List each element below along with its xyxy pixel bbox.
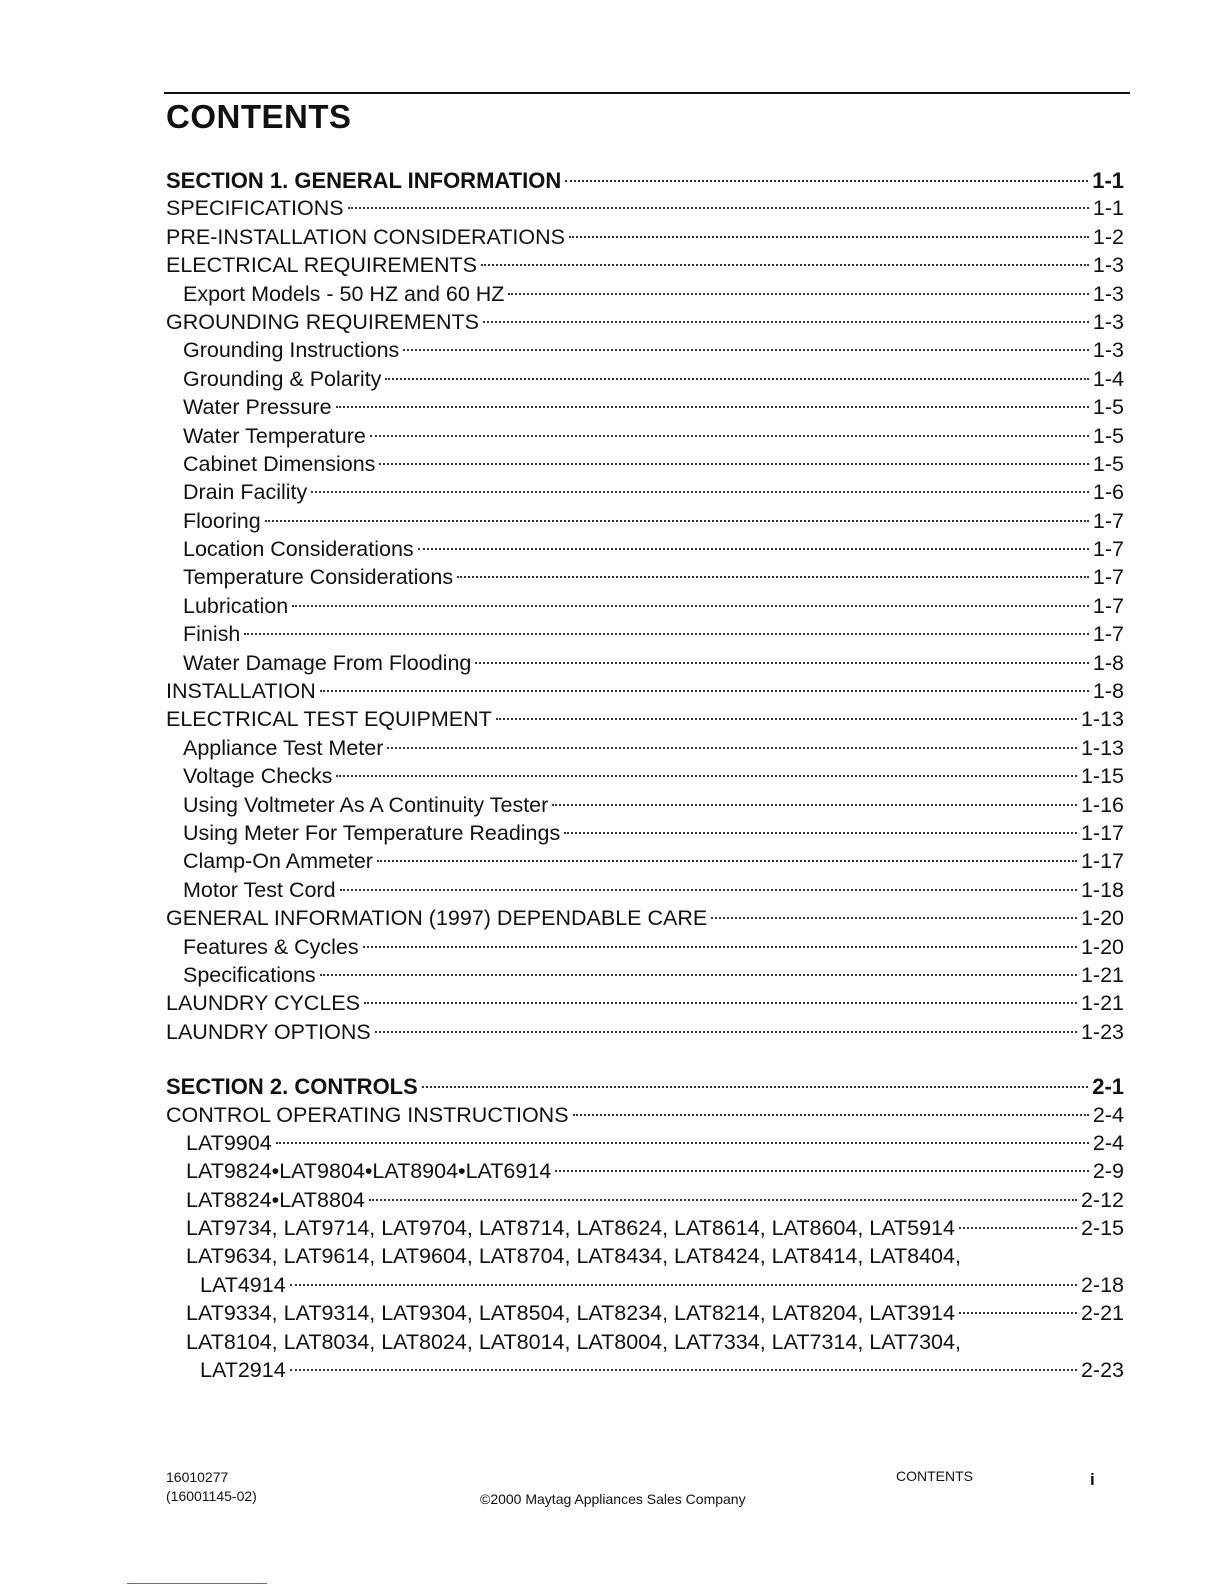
toc-entry-label: Water Damage From Flooding bbox=[183, 650, 472, 675]
toc-entry-label: LAT8104, LAT8034, LAT8024, LAT8014, LAT8004, LAT7334, LAT7314, LAT7304, bbox=[186, 1329, 961, 1354]
toc-entry-page: 1-20 bbox=[1080, 906, 1124, 931]
dot-leader bbox=[364, 1000, 1077, 1004]
dot-leader bbox=[336, 773, 1077, 777]
toc-entry[interactable] bbox=[166, 707, 1124, 735]
toc-entry-label: CONTROL OPERATING INSTRUCTIONS bbox=[166, 1102, 569, 1127]
toc-entry-label: INSTALLATION bbox=[166, 679, 316, 704]
toc-entry[interactable] bbox=[166, 537, 1124, 565]
toc-entry-page: 1-21 bbox=[1080, 991, 1124, 1016]
toc-entry[interactable] bbox=[166, 424, 1124, 452]
toc-entry-page: 1-13 bbox=[1080, 707, 1124, 732]
dot-leader bbox=[475, 660, 1089, 664]
toc-entry-page: 2-9 bbox=[1092, 1159, 1124, 1184]
dot-leader bbox=[387, 745, 1077, 749]
toc-entry-label: LAT9634, LAT9614, LAT9604, LAT8704, LAT8434, LAT8424, LAT8414, LAT8404, bbox=[186, 1244, 961, 1269]
toc-entry[interactable] bbox=[166, 310, 1124, 338]
toc-entry[interactable] bbox=[166, 935, 1124, 963]
toc-entry-label: LAT2914 bbox=[200, 1358, 286, 1383]
dot-leader bbox=[422, 1084, 1088, 1088]
toc-entry[interactable] bbox=[166, 452, 1124, 480]
toc-entry-page: 1-20 bbox=[1080, 934, 1124, 959]
dot-leader bbox=[348, 205, 1089, 209]
dot-leader bbox=[385, 376, 1089, 380]
toc-entry-label: Temperature Considerations bbox=[183, 565, 454, 590]
toc-entry[interactable] bbox=[166, 906, 1124, 934]
toc-entry-label: LAT4914 bbox=[200, 1272, 286, 1297]
toc-entry[interactable] bbox=[166, 963, 1124, 991]
toc-entry-label: Using Voltmeter As A Continuity Tester bbox=[183, 792, 549, 817]
toc-entry-label: LAT9734, LAT9714, LAT9704, LAT8714, LAT8624, LAT8614, LAT8604, LAT5914 bbox=[186, 1216, 955, 1241]
dot-leader bbox=[336, 404, 1089, 408]
toc-entry-page: 1-2 bbox=[1092, 224, 1124, 249]
toc-section bbox=[166, 1074, 1124, 1386]
toc-entry-label: Lubrication bbox=[183, 593, 289, 618]
toc-entry[interactable] bbox=[166, 225, 1124, 253]
toc-entry-label: GROUNDING REQUIREMENTS bbox=[166, 309, 479, 334]
toc-entry[interactable] bbox=[166, 679, 1124, 707]
toc-entry[interactable] bbox=[166, 878, 1124, 906]
toc-entry-page: 2-23 bbox=[1080, 1358, 1124, 1383]
dot-leader bbox=[290, 1367, 1077, 1371]
footer-copyright: ©2000 Maytag Appliances Sales Company bbox=[480, 1491, 746, 1507]
toc-entry-label: LAT9904 bbox=[186, 1130, 272, 1155]
toc-entry[interactable] bbox=[166, 1188, 1124, 1216]
toc-entry[interactable] bbox=[166, 821, 1124, 849]
dot-leader bbox=[711, 915, 1077, 919]
toc-entry[interactable] bbox=[166, 565, 1124, 593]
toc-entry[interactable] bbox=[166, 367, 1124, 395]
toc-entry[interactable] bbox=[166, 991, 1124, 1019]
toc-entry-page: 1-5 bbox=[1092, 423, 1124, 448]
toc-entry-label: Grounding Instructions bbox=[183, 338, 400, 363]
toc-entry-label: Water Pressure bbox=[183, 395, 332, 420]
dot-leader bbox=[481, 262, 1089, 266]
toc-entry-page: 2-4 bbox=[1092, 1130, 1124, 1155]
dot-leader bbox=[483, 319, 1089, 323]
toc-entry-page: 1-1 bbox=[1092, 196, 1124, 221]
dot-leader bbox=[320, 972, 1077, 976]
link-underline bbox=[127, 1583, 267, 1584]
toc-entry-page: 1-3 bbox=[1092, 309, 1124, 334]
toc-entry[interactable] bbox=[166, 282, 1124, 310]
toc-entry-label: Specifications bbox=[183, 962, 316, 987]
toc-entry-page: 2-1 bbox=[1092, 1074, 1124, 1100]
toc-entry[interactable] bbox=[166, 480, 1124, 508]
toc-entry-page: 1-4 bbox=[1092, 366, 1124, 391]
dot-leader bbox=[265, 518, 1089, 522]
toc-entry[interactable] bbox=[166, 622, 1124, 650]
dot-leader bbox=[959, 1310, 1077, 1314]
toc-entry-label: LAUNDRY OPTIONS bbox=[166, 1019, 371, 1044]
toc-entry-label: SECTION 2. CONTROLS bbox=[166, 1074, 418, 1100]
toc-entry-page: 1-15 bbox=[1080, 764, 1124, 789]
toc-entry-page: 1-7 bbox=[1092, 622, 1124, 647]
toc-entry-page: 1-21 bbox=[1080, 962, 1124, 987]
footer-page-number: i bbox=[1090, 1470, 1095, 1489]
toc-entry-label: Cabinet Dimensions bbox=[183, 451, 376, 476]
toc-entry-label: Location Considerations bbox=[183, 537, 414, 562]
toc-entry-label: Voltage Checks bbox=[183, 764, 333, 789]
toc-entry-label: PRE-INSTALLATION CONSIDERATIONS bbox=[166, 224, 565, 249]
dot-leader bbox=[569, 234, 1089, 238]
toc-entry-page: 1-13 bbox=[1080, 735, 1124, 760]
toc-entry-label: Motor Test Cord bbox=[183, 877, 336, 902]
toc-entry-label: LAUNDRY CYCLES bbox=[166, 991, 360, 1016]
toc-entry-label: ELECTRICAL REQUIREMENTS bbox=[166, 253, 478, 278]
toc-entry-page: 1-5 bbox=[1092, 451, 1124, 476]
toc-entry-page: 1-7 bbox=[1092, 565, 1124, 590]
toc-entry-page: 1-23 bbox=[1080, 1019, 1124, 1044]
toc-entry-label: SECTION 1. GENERAL INFORMATION bbox=[166, 168, 562, 193]
toc-entry[interactable] bbox=[166, 651, 1124, 679]
toc-entry[interactable] bbox=[166, 1159, 1124, 1187]
dot-leader bbox=[244, 631, 1089, 635]
dot-leader bbox=[379, 461, 1089, 465]
toc-entry-label: Clamp-On Ammeter bbox=[183, 849, 373, 874]
dot-leader bbox=[959, 1225, 1077, 1229]
toc-entry-label: Using Meter For Temperature Readings bbox=[183, 820, 561, 845]
dot-leader bbox=[276, 1140, 1089, 1144]
toc-entry[interactable] bbox=[166, 1273, 1124, 1301]
doc-number-alt: (16001145-02) bbox=[166, 1488, 257, 1504]
toc-entry-label: Appliance Test Meter bbox=[183, 735, 384, 760]
footer-doc-numbers bbox=[166, 1468, 257, 1506]
toc-entry[interactable] bbox=[166, 849, 1124, 877]
toc-entry[interactable] bbox=[166, 509, 1124, 537]
toc-entry-page: 2-21 bbox=[1080, 1301, 1124, 1326]
toc-entry-page: 1-6 bbox=[1092, 480, 1124, 505]
toc-entry-label: Water Temperature bbox=[183, 423, 366, 448]
dot-leader bbox=[564, 830, 1077, 834]
dot-leader bbox=[369, 1197, 1077, 1201]
toc-section-heading[interactable] bbox=[166, 1074, 1124, 1102]
toc-entry-page: 1-8 bbox=[1092, 650, 1124, 675]
dot-leader bbox=[555, 1168, 1089, 1172]
toc-entry-label: LAT8824•LAT8804 bbox=[186, 1187, 365, 1212]
dot-leader bbox=[370, 433, 1089, 437]
top-rule bbox=[164, 92, 1130, 94]
dot-leader bbox=[965, 1255, 1120, 1257]
toc-entry-page: 1-3 bbox=[1092, 338, 1124, 363]
toc-entry[interactable] bbox=[166, 594, 1124, 622]
dot-leader bbox=[311, 489, 1089, 493]
dot-leader bbox=[320, 688, 1089, 692]
toc-entry-page: 1-18 bbox=[1080, 877, 1124, 902]
dot-leader bbox=[363, 944, 1077, 948]
toc-entry[interactable] bbox=[166, 1358, 1124, 1386]
toc-entry[interactable] bbox=[166, 1244, 1124, 1272]
dot-leader bbox=[965, 1341, 1120, 1343]
toc-entry-label: Finish bbox=[183, 622, 241, 647]
doc-number: 16010277 bbox=[166, 1469, 229, 1485]
toc-entry-page: 1-7 bbox=[1092, 508, 1124, 533]
toc-entry[interactable] bbox=[166, 1103, 1124, 1131]
dot-leader bbox=[377, 858, 1077, 862]
toc-section-heading[interactable] bbox=[166, 168, 1124, 196]
toc-entry[interactable] bbox=[166, 1131, 1124, 1159]
toc-entry[interactable] bbox=[166, 196, 1124, 224]
toc-entry-page: 1-8 bbox=[1092, 679, 1124, 704]
dot-leader bbox=[290, 1282, 1077, 1286]
dot-leader bbox=[340, 887, 1077, 891]
toc-entry-page: 1-3 bbox=[1092, 281, 1124, 306]
dot-leader bbox=[565, 178, 1088, 182]
dot-leader bbox=[496, 716, 1077, 720]
toc-entry-page: 2-15 bbox=[1080, 1216, 1124, 1241]
dot-leader bbox=[457, 574, 1089, 578]
toc-entry-page: 1-16 bbox=[1080, 792, 1124, 817]
dot-leader bbox=[403, 347, 1089, 351]
dot-leader bbox=[552, 802, 1077, 806]
toc-entry[interactable] bbox=[166, 338, 1124, 366]
toc-entry-label: LAT9334, LAT9314, LAT9304, LAT8504, LAT8234, LAT8214, LAT8204, LAT3914 bbox=[186, 1301, 955, 1326]
toc-entry-label: LAT9824•LAT9804•LAT8904•LAT6914 bbox=[186, 1159, 552, 1184]
toc-entry-label: ELECTRICAL TEST EQUIPMENT bbox=[166, 707, 492, 732]
toc-entry[interactable] bbox=[166, 1301, 1124, 1329]
toc-entry-page: 1-17 bbox=[1080, 820, 1124, 845]
toc-entry-label: Export Models - 50 HZ and 60 HZ bbox=[183, 281, 505, 306]
toc-entry[interactable] bbox=[166, 1216, 1124, 1244]
toc-entry-page: 2-12 bbox=[1080, 1187, 1124, 1212]
toc-entry-label: Flooring bbox=[183, 508, 261, 533]
toc-section bbox=[166, 168, 1124, 1048]
toc-entry-label: Features & Cycles bbox=[183, 934, 359, 959]
table-of-contents bbox=[166, 168, 1124, 1386]
toc-entry[interactable] bbox=[166, 253, 1124, 281]
toc-entry[interactable] bbox=[166, 736, 1124, 764]
toc-entry[interactable] bbox=[166, 764, 1124, 792]
dot-leader bbox=[292, 603, 1089, 607]
toc-entry-label: GENERAL INFORMATION (1997) DEPENDABLE CARE bbox=[166, 906, 708, 931]
dot-leader bbox=[375, 1029, 1077, 1033]
dot-leader bbox=[418, 546, 1089, 550]
footer-section-name: CONTENTS bbox=[896, 1468, 973, 1484]
dot-leader bbox=[508, 291, 1088, 295]
toc-entry-label: Drain Facility bbox=[183, 480, 308, 505]
toc-entry[interactable] bbox=[166, 395, 1124, 423]
toc-entry-page: 1-5 bbox=[1092, 395, 1124, 420]
toc-entry-label: Grounding & Polarity bbox=[183, 366, 382, 391]
toc-entry-page: 1-7 bbox=[1092, 593, 1124, 618]
toc-entry-page: 2-18 bbox=[1080, 1272, 1124, 1297]
toc-entry-label: SPECIFICATIONS bbox=[166, 196, 344, 221]
toc-entry[interactable] bbox=[166, 793, 1124, 821]
toc-entry-page: 1-7 bbox=[1092, 537, 1124, 562]
toc-entry-page: 2-4 bbox=[1092, 1102, 1124, 1127]
toc-entry-page: 1-17 bbox=[1080, 849, 1124, 874]
page-title: CONTENTS bbox=[166, 98, 352, 135]
toc-entry-page: 1-1 bbox=[1092, 168, 1124, 193]
toc-entry[interactable] bbox=[166, 1330, 1124, 1358]
toc-entry[interactable] bbox=[166, 1020, 1124, 1048]
toc-entry-page: 1-3 bbox=[1092, 253, 1124, 278]
dot-leader bbox=[573, 1112, 1089, 1116]
